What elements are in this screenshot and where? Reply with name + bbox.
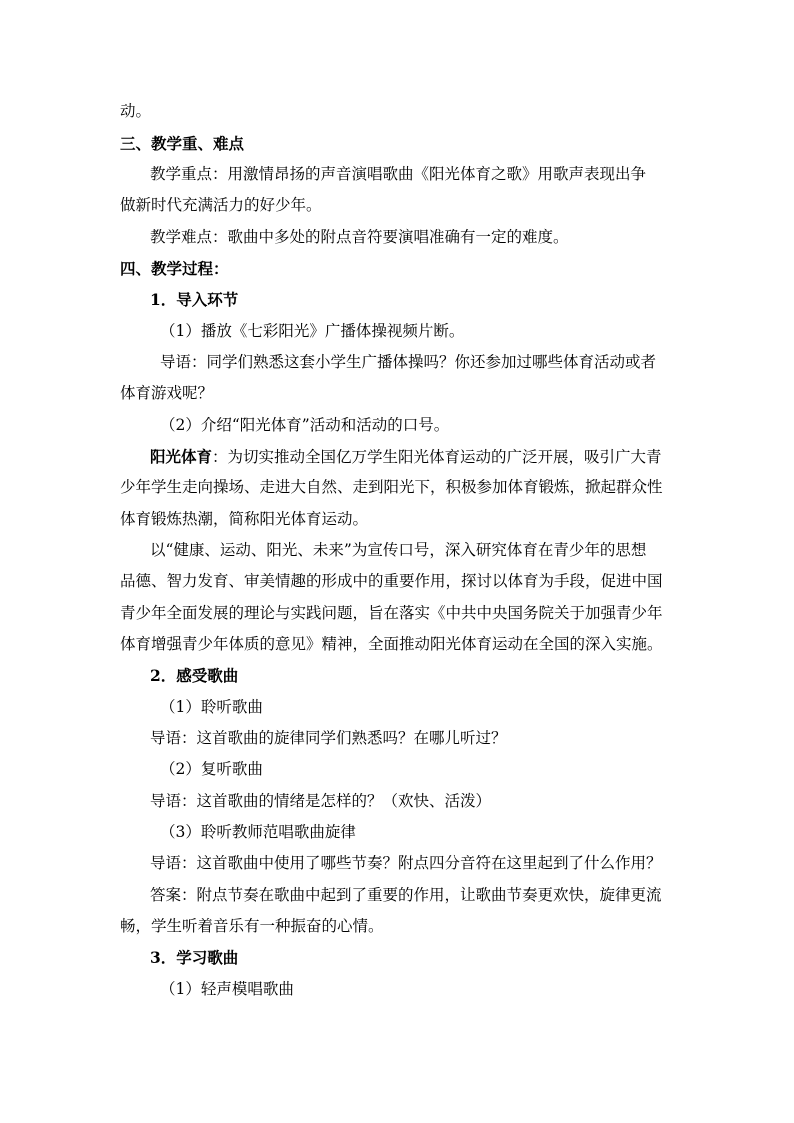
term-description: ：为切实推动全国亿万学生阳光体育运动的广泛开展，吸引广大青 — [212, 448, 662, 466]
text-line: 体育游戏呢？ — [120, 384, 214, 402]
text-line: 青少年全面发展的理论与实践问题，旨在落实《中共中央国务院关于加强青少年 — [120, 604, 663, 622]
text-line: 动。 — [120, 102, 152, 120]
text-line: 以“健康、运动、阳光、未来”为宣传口号，深入研究体育在青少年的思想 — [150, 541, 647, 559]
text-line: 导语：这首歌曲的旋律同学们熟悉吗？在哪儿听过？ — [150, 729, 507, 747]
text-line: 导语：这首歌曲中使用了哪些节奏？附点四分音符在这里起到了什么作用？ — [150, 854, 662, 872]
text-line: 体育锻炼热潮，简称阳光体育运动。 — [120, 510, 369, 528]
section-heading: 四、教学过程： — [120, 259, 229, 278]
text-line: （1）播放《七彩阳光》广播体操视频片断。 — [160, 322, 465, 340]
text-line: 导语：这首歌曲的情绪是怎样的？（欢快、活泼） — [150, 792, 492, 810]
text-line: 体育增强青少年体质的意见》精神，全面推动阳光体育运动在全国的深入实施。 — [120, 635, 663, 653]
text-line: 做新时代充满活力的好少年。 — [120, 196, 322, 214]
text-line: （3）聆听教师范唱歌曲旋律 — [160, 823, 356, 841]
text-line: 少年学生走向操场、走进大自然、走到阳光下，积极参加体育锻炼，掀起群众性 — [120, 478, 663, 496]
text-line: 答案：附点节奏在歌曲中起到了重要的作用，让歌曲节奏更欢快，旋律更流 — [150, 886, 662, 904]
text-line: （1）轻声模唱歌曲 — [160, 980, 294, 998]
section-heading: 三、教学重、难点 — [120, 134, 245, 153]
subsection-heading: 3．学习歌曲 — [150, 948, 239, 967]
subsection-heading: 1．导入环节 — [150, 290, 239, 309]
text-line: （2）介绍“阳光体育”活动和活动的口号。 — [160, 416, 450, 434]
text-line — [150, 441, 680, 472]
text-line: 畅，学生听着音乐有一种振奋的心情。 — [120, 917, 384, 935]
text-line: 品德、智力发育、审美情趣的形成中的重要作用，探讨以体育为手段，促进中国 — [120, 572, 663, 590]
text-line: （2）复听歌曲 — [160, 760, 263, 778]
term-label: 阳光体育 — [150, 447, 213, 466]
text-line: 导语：同学们熟悉这套小学生广播体操吗？你还参加过哪些体育活动或者 — [160, 353, 657, 371]
text-line: 教学重点：用激情昂扬的声音演唱歌曲《阳光体育之歌》用歌声表现出争 — [150, 165, 647, 183]
text-line: （1）聆听歌曲 — [160, 698, 263, 716]
subsection-heading: 2．感受歌曲 — [150, 666, 239, 685]
text-line: 教学难点：歌曲中多处的附点音符要演唱准确有一定的难度。 — [150, 228, 569, 246]
